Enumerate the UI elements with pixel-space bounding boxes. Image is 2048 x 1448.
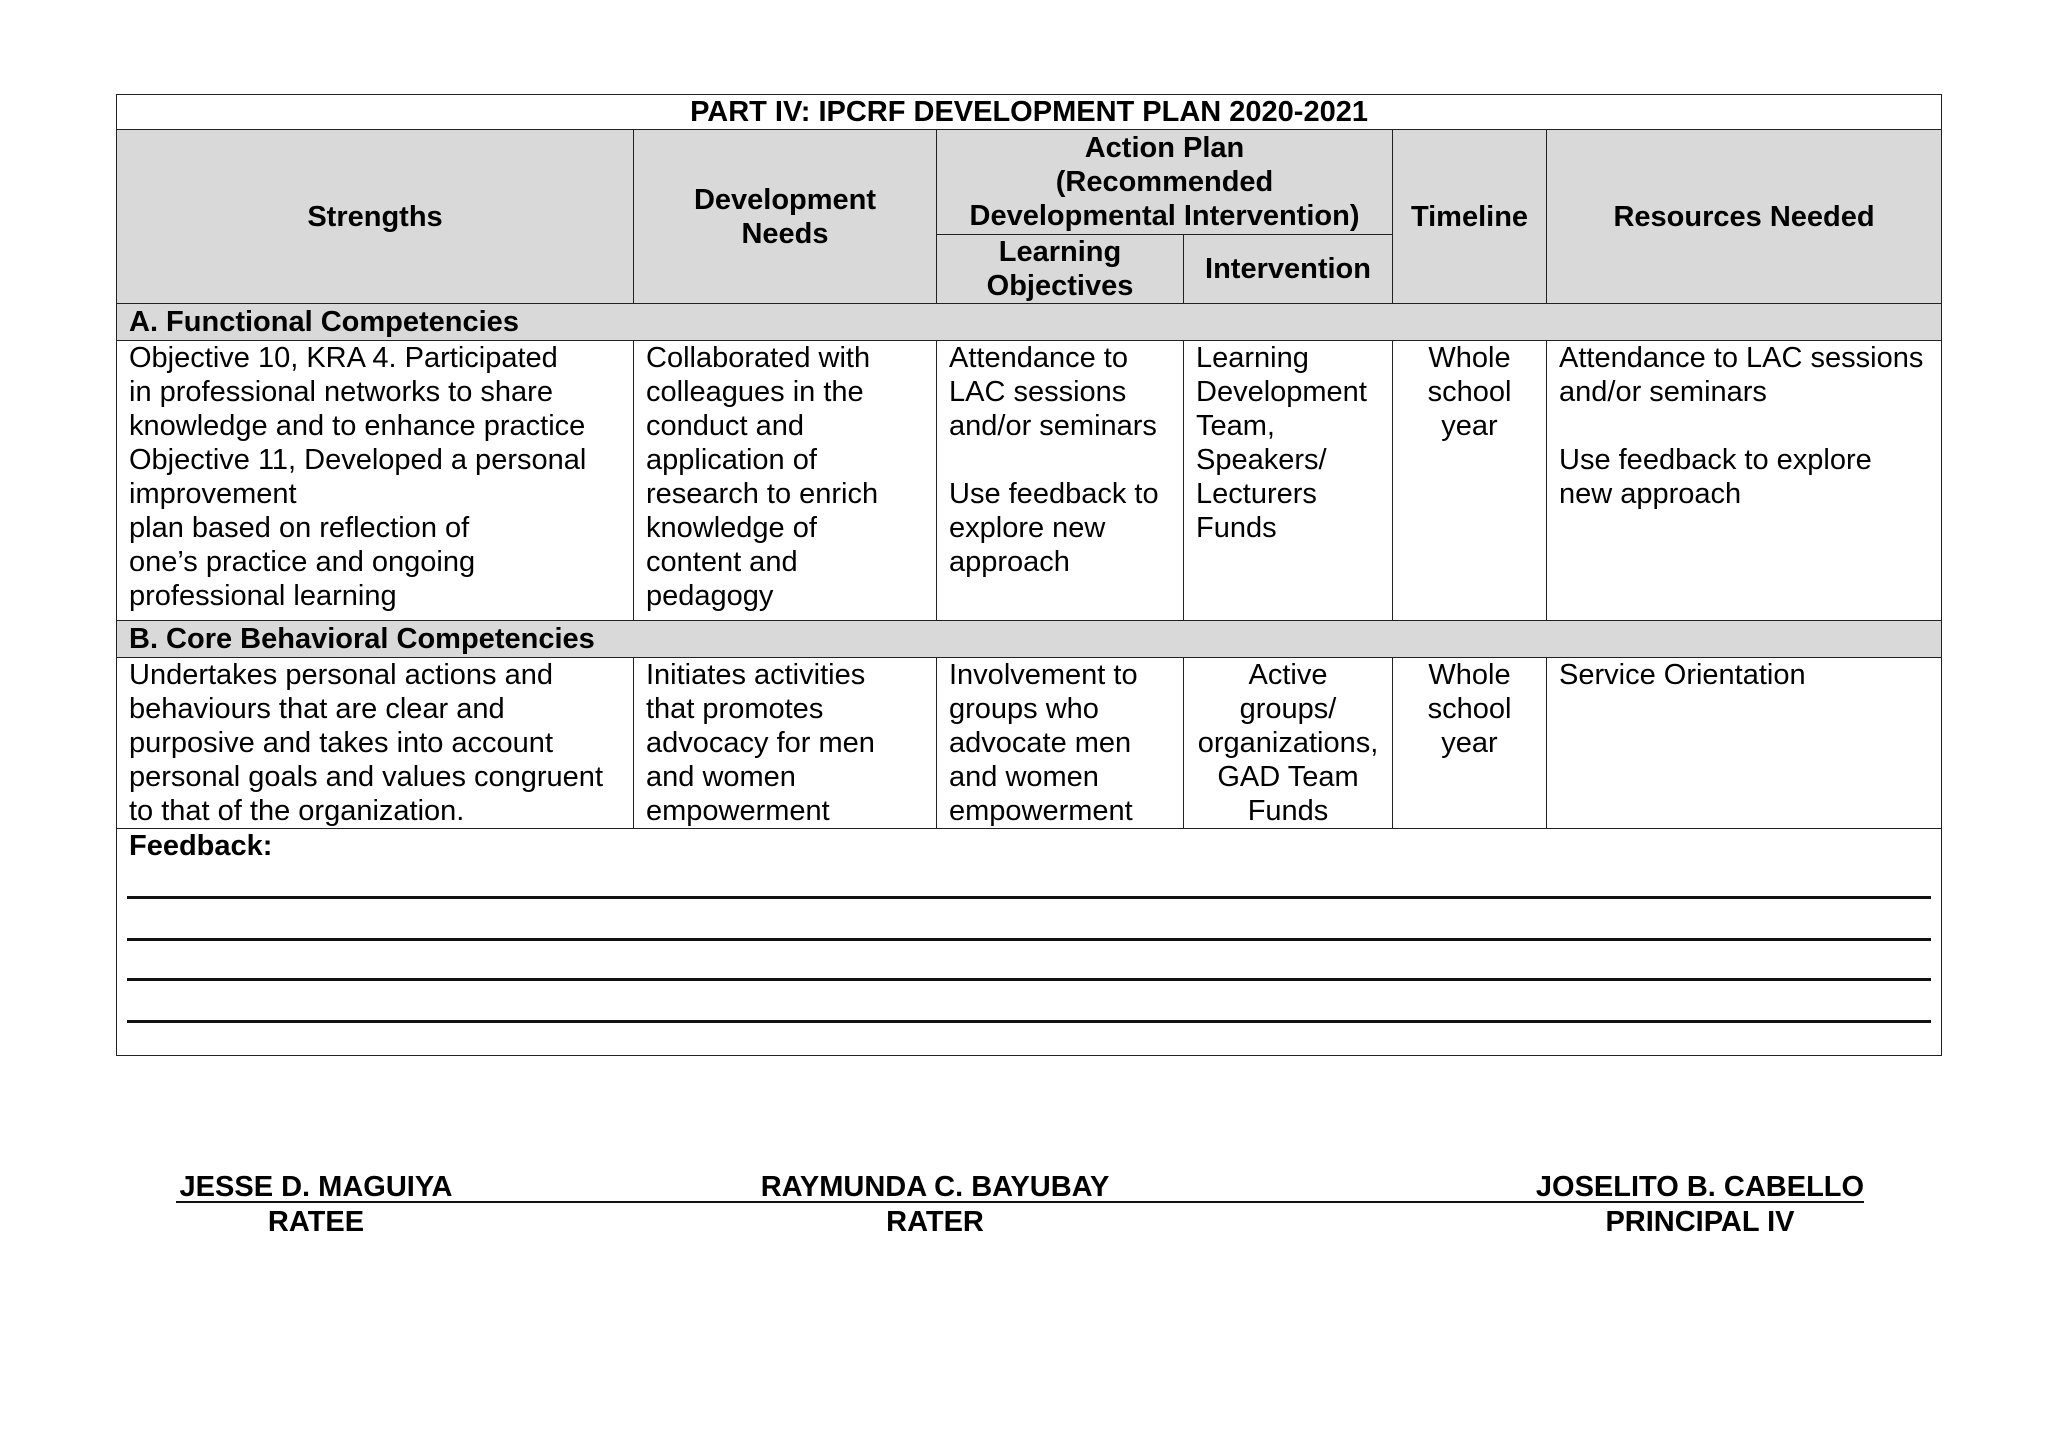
table-row — [117, 658, 1942, 829]
signatory-role: RATER — [886, 1206, 984, 1238]
feedback-line — [127, 1020, 1931, 1023]
cell-intervention: Active groups/ organizations, GAD Team Funds — [1184, 658, 1393, 829]
header-intervention: Intervention — [1184, 235, 1393, 304]
signatory-role: RATEE — [267, 1206, 365, 1238]
table-row — [117, 341, 1942, 621]
header-resources-needed: Resources Needed — [1547, 130, 1942, 304]
feedback-line — [127, 978, 1931, 981]
signatory-role: PRINCIPAL IV — [1605, 1206, 1795, 1238]
feedback-label: Feedback: — [129, 830, 273, 862]
cell-strengths: Objective 10, KRA 4. Participated in professional networks to share knowledge and to enhance practice Objective 11, Developed a personal improvement plan based on reflection of one’s practice and ongoing professional learning — [117, 341, 634, 621]
signatory-name: JOSELITO B. CABELLO — [1535, 1171, 1865, 1203]
cell-timeline: Whole school year — [1393, 341, 1547, 621]
signatory-principal — [1530, 1170, 1870, 1240]
section-core-behavioral-competencies: B. Core Behavioral Competencies — [117, 621, 1942, 658]
cell-learning-objectives: Attendance to LAC sessions and/or seminars Use feedback to explore new approach — [937, 341, 1184, 621]
signatory-name: JESSE D. MAGUIYA — [179, 1171, 453, 1203]
feedback-line — [127, 896, 1931, 899]
header-learning-objectives: Learning Objectives — [937, 235, 1184, 304]
plan-title: PART IV: IPCRF DEVELOPMENT PLAN 2020-2021 — [117, 95, 1942, 130]
cell-development-needs: Initiates activities that promotes advocacy for men and women empowerment — [634, 658, 937, 829]
cell-resources-needed: Service Orientation — [1547, 658, 1942, 829]
cell-intervention: Learning Development Team, Speakers/ Lecturers Funds — [1184, 341, 1393, 621]
cell-learning-objectives: Involvement to groups who advocate men and women empowerment — [937, 658, 1184, 829]
feedback-area — [117, 829, 1942, 1056]
header-action-plan: Action Plan (Recommended Developmental Intervention) — [937, 130, 1393, 235]
header-development-needs: Development Needs — [634, 130, 937, 304]
section-functional-competencies: A. Functional Competencies — [117, 304, 1942, 341]
signatory-rater — [760, 1170, 1110, 1240]
cell-strengths: Undertakes personal actions and behaviours that are clear and purposive and takes into account personal goals and values congruent to that of the organization. — [117, 658, 634, 829]
signatory-ratee — [176, 1170, 456, 1240]
cell-development-needs: Collaborated with colleagues in the conduct and application of research to enrich knowledge of content and pedagogy — [634, 341, 937, 621]
header-strengths: Strengths — [117, 130, 634, 304]
signatory-name: RAYMUNDA C. BAYUBAY — [760, 1171, 1110, 1203]
cell-timeline: Whole school year — [1393, 658, 1547, 829]
development-plan-table — [116, 94, 1942, 1056]
header-timeline: Timeline — [1393, 130, 1547, 304]
cell-resources-needed: Attendance to LAC sessions and/or seminars Use feedback to explore new approach — [1547, 341, 1942, 621]
feedback-line — [127, 938, 1931, 941]
